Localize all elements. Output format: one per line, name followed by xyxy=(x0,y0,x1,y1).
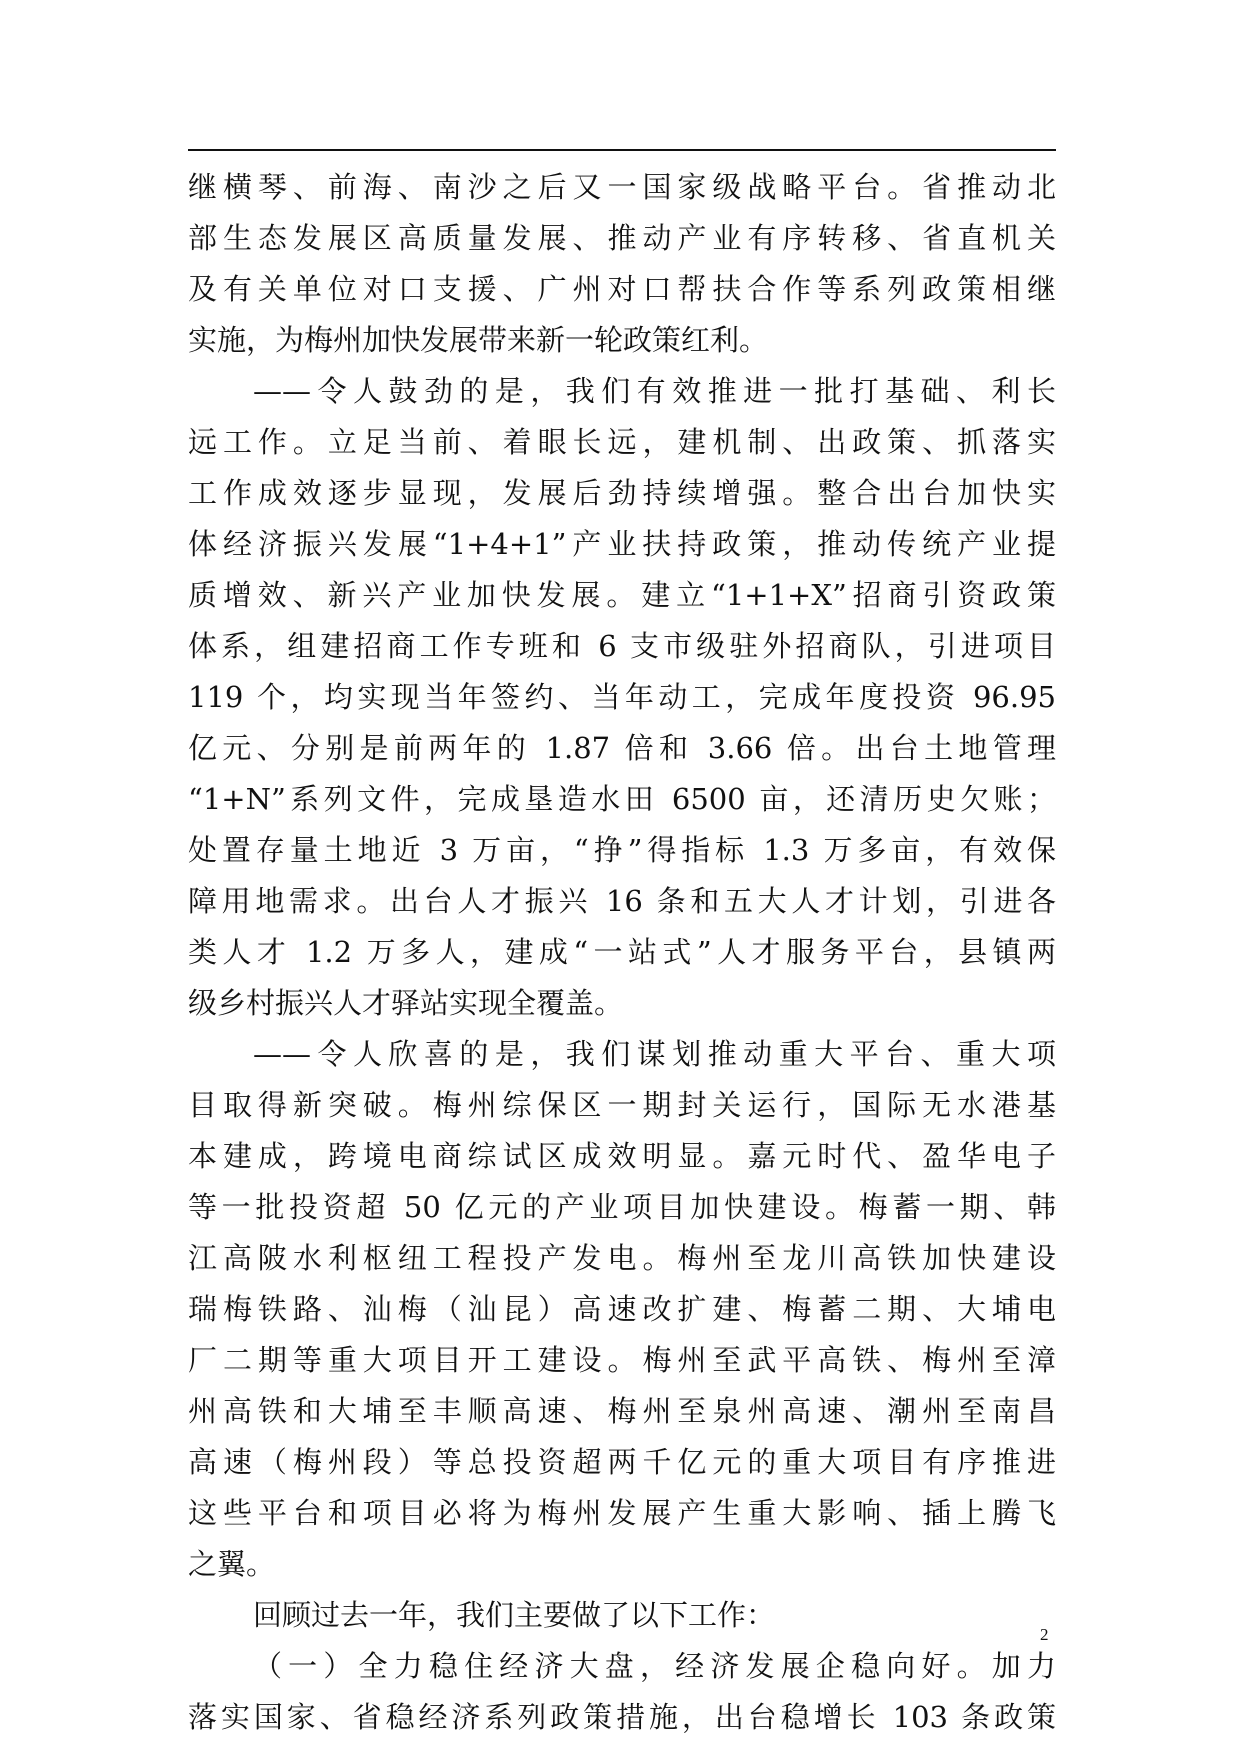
text-line: 质增效、新兴产业加快发展。建立“1+1+X”招商引资政策 xyxy=(188,578,1056,612)
text-line: 目取得新突破。梅州综保区一期封关运行，国际无水港基 xyxy=(188,1088,1056,1122)
text-line: 等一批投资超 50 亿元的产业项目加快建设。梅蓄一期、韩 xyxy=(188,1190,1056,1224)
text-line: 继横琴、前海、南沙之后又一国家级战略平台。省推动北 xyxy=(188,170,1056,204)
text-line: 瑞梅铁路、汕梅（汕昆）高速改扩建、梅蓄二期、大埔电 xyxy=(188,1292,1056,1326)
text-line: ——令人欣喜的是，我们谋划推动重大平台、重大项 xyxy=(253,1037,1056,1071)
text-line: 回顾过去一年，我们主要做了以下工作： xyxy=(253,1598,776,1632)
text-line: 工作成效逐步显现，发展后劲持续增强。整合出台加快实 xyxy=(188,476,1056,510)
text-line: 类人才 1.2 万多人，建成“一站式”人才服务平台，县镇两 xyxy=(188,935,1056,969)
text-line: ——令人鼓劲的是，我们有效推进一批打基础、利长 xyxy=(253,374,1056,408)
page-number: 2 xyxy=(1040,1625,1049,1644)
text-line: 这些平台和项目必将为梅州发展产生重大影响、插上腾飞 xyxy=(188,1496,1056,1530)
body-text xyxy=(188,162,1056,1743)
text-line: 体经济振兴发展“1+4+1”产业扶持政策，推动传统产业提 xyxy=(188,527,1056,561)
text-line: 级乡村振兴人才驿站实现全覆盖。 xyxy=(188,986,624,1020)
text-line: 高速（梅州段）等总投资超两千亿元的重大项目有序推进 xyxy=(188,1445,1056,1479)
text-line: 处置存量土地近 3 万亩，“挣”得指标 1.3 万多亩，有效保 xyxy=(188,833,1056,867)
text-line: 本建成，跨境电商综试区成效明显。嘉元时代、盈华电子 xyxy=(188,1139,1056,1173)
header-rule xyxy=(188,149,1056,151)
text-line: 落实国家、省稳经济系列政策措施，出台稳增长 103 条政策 xyxy=(188,1700,1056,1734)
text-line: 障用地需求。出台人才振兴 16 条和五大人才计划，引进各 xyxy=(188,884,1056,918)
text-line: “1+N”系列文件，完成垦造水田 6500 亩，还清历史欠账； xyxy=(188,782,1056,816)
text-line: 体系，组建招商工作专班和 6 支市级驻外招商队，引进项目 xyxy=(188,629,1056,663)
text-line: （一）全力稳住经济大盘，经济发展企稳向好。加力 xyxy=(253,1649,1056,1683)
text-line: 实施，为梅州加快发展带来新一轮政策红利。 xyxy=(188,323,769,357)
text-line: 州高铁和大埔至丰顺高速、梅州至泉州高速、潮州至南昌 xyxy=(188,1394,1056,1428)
text-line: 之翼。 xyxy=(188,1547,276,1581)
text-line: 厂二期等重大项目开工建设。梅州至武平高铁、梅州至漳 xyxy=(188,1343,1056,1377)
text-line: 亿元、分别是前两年的 1.87 倍和 3.66 倍。出台土地管理 xyxy=(188,731,1056,765)
text-line: 江高陂水利枢纽工程投产发电。梅州至龙川高铁加快建设 xyxy=(188,1241,1056,1275)
text-line: 远工作。立足当前、着眼长远，建机制、出政策、抓落实 xyxy=(188,425,1056,459)
text-line: 部生态发展区高质量发展、推动产业有序转移、省直机关 xyxy=(188,221,1056,255)
text-line: 119 个，均实现当年签约、当年动工，完成年度投资 96.95 xyxy=(188,680,1056,714)
text-line: 及有关单位对口支援、广州对口帮扶合作等系列政策相继 xyxy=(188,272,1056,306)
